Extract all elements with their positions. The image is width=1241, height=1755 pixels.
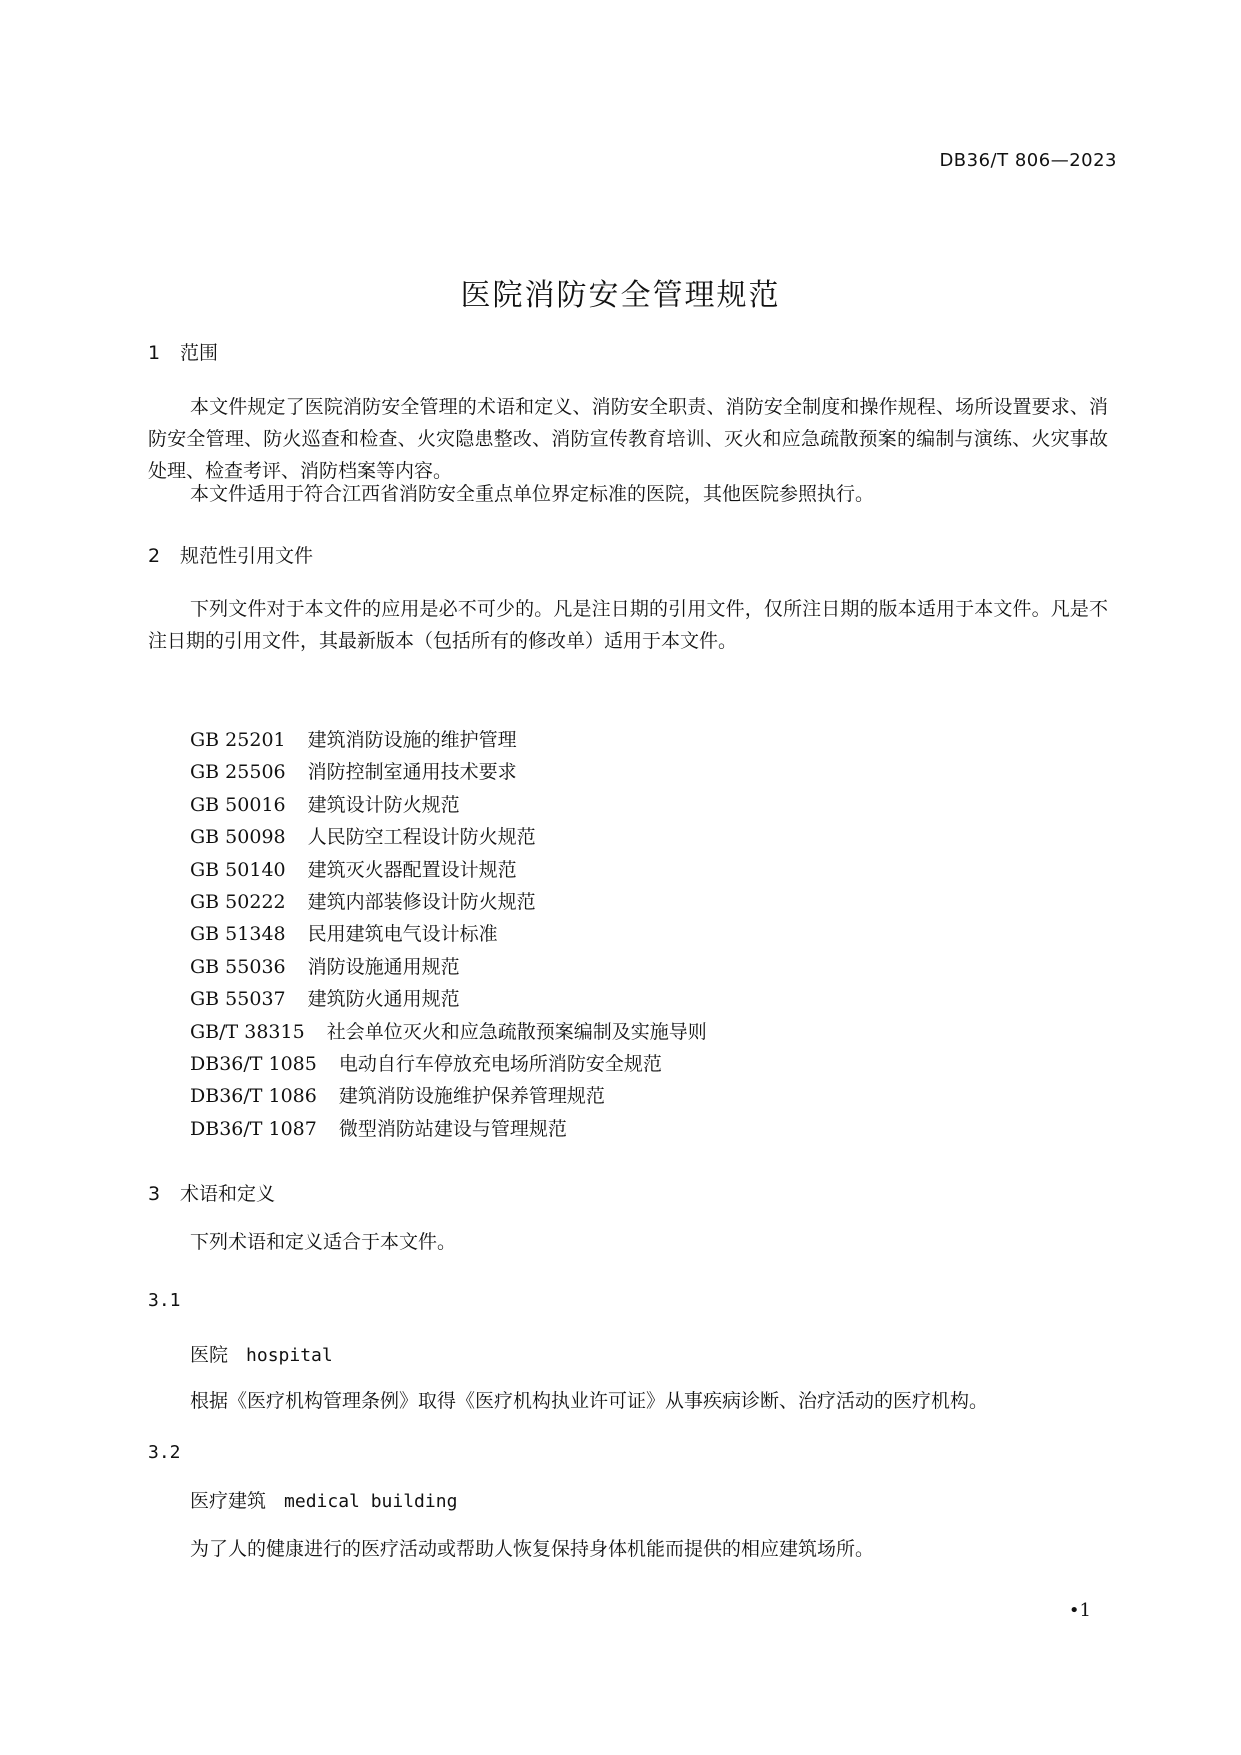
reference-name: 人民防空工程设计防火规范 xyxy=(307,826,536,849)
clause-number: 3.1 xyxy=(148,1290,181,1311)
reference-name: 消防设施通用规范 xyxy=(307,955,460,978)
page-number: •1 xyxy=(1068,1600,1091,1621)
reference-item xyxy=(190,886,707,918)
reference-code: GB 55036 xyxy=(190,955,286,978)
reference-code: GB 25506 xyxy=(190,761,286,784)
reference-item xyxy=(190,724,707,756)
term-definition: 为了人的健康进行的医疗活动或帮助人恢复保持身体机能而提供的相应建筑场所。 xyxy=(190,1538,875,1560)
reference-name: 建筑设计防火规范 xyxy=(307,793,460,816)
reference-name: 社会单位灭火和应急疏散预案编制及实施导则 xyxy=(326,1020,707,1043)
term-english: medical building xyxy=(284,1491,458,1512)
reference-name: 微型消防站建设与管理规范 xyxy=(338,1117,567,1140)
document-number: DB36/T 806—2023 xyxy=(939,150,1117,171)
reference-name: 建筑消防设施维护保养管理规范 xyxy=(338,1085,605,1108)
term-chinese: 医疗建筑 xyxy=(190,1490,267,1512)
reference-name: 建筑灭火器配置设计规范 xyxy=(307,858,517,881)
reference-code: GB 50016 xyxy=(190,793,286,816)
section-title: 规范性引用文件 xyxy=(180,545,314,567)
reference-item xyxy=(190,1016,707,1048)
reference-code: GB 50098 xyxy=(190,826,286,849)
reference-item xyxy=(190,983,707,1015)
section-title: 范围 xyxy=(180,342,219,364)
reference-name: 民用建筑电气设计标准 xyxy=(307,923,498,946)
section-number: 1 xyxy=(148,342,161,364)
reference-code: DB36/T 1086 xyxy=(190,1085,317,1108)
reference-item xyxy=(190,854,707,886)
reference-item xyxy=(190,951,707,983)
reference-item xyxy=(190,756,707,788)
term-entry-hospital xyxy=(190,1340,333,1367)
reference-item xyxy=(190,1048,707,1080)
reference-name: 建筑消防设施的维护管理 xyxy=(307,729,517,751)
reference-name: 消防控制室通用技术要求 xyxy=(307,761,517,784)
reference-name: 建筑内部装修设计防火规范 xyxy=(307,890,536,913)
section-heading-terms-definitions xyxy=(148,1179,275,1206)
section-heading-scope xyxy=(148,338,218,365)
reference-code: GB 50140 xyxy=(190,858,286,881)
reference-code: GB 51348 xyxy=(190,923,286,946)
term-entry-medical-building xyxy=(190,1486,457,1513)
reference-code: GB 55037 xyxy=(190,988,286,1011)
reference-name: 电动自行车停放充电场所消防安全规范 xyxy=(338,1052,662,1075)
section-heading-normative-references xyxy=(148,541,313,568)
term-definition: 根据《医疗机构管理条例》取得《医疗机构执业许可证》从事疾病诊断、治疗活动的医疗机构。 xyxy=(190,1390,989,1412)
terms-intro: 下列术语和定义适合于本文件。 xyxy=(190,1231,457,1253)
reference-code: DB36/T 1087 xyxy=(190,1117,317,1140)
reference-item xyxy=(190,789,707,821)
reference-item xyxy=(190,821,707,853)
reference-code: GB 25201 xyxy=(190,729,286,751)
scope-paragraph-1: 本文件规定了医院消防安全管理的术语和定义、消防安全职责、消防安全制度和操作规程、场所设置要求、消防安全管理、防火巡查和检查、火灾隐患整改、消防宣传教育培训、灭火和应急疏散预案的编制与演练、火灾事故处理、检查考评、消防档案等内容。 xyxy=(148,396,1108,482)
reference-code: GB 50222 xyxy=(190,890,286,913)
scope-paragraph-2: 本文件适用于符合江西省消防安全重点单位界定标准的医院，其他医院参照执行。 xyxy=(190,483,875,505)
section-title: 术语和定义 xyxy=(180,1183,276,1205)
normative-intro: 下列文件对于本文件的应用是必不可少的。凡是注日期的引用文件，仅所注日期的版本适用于本文件。凡是不注日期的引用文件，其最新版本（包括所有的修改单）适用于本文件。 xyxy=(148,598,1108,652)
reference-item xyxy=(190,918,707,950)
term-english: hospital xyxy=(246,1345,333,1366)
term-chinese: 医院 xyxy=(190,1344,229,1366)
reference-name: 建筑防火通用规范 xyxy=(307,988,460,1011)
clause-number: 3.2 xyxy=(148,1442,181,1463)
reference-item xyxy=(190,1080,707,1112)
reference-list xyxy=(190,724,707,1145)
reference-item xyxy=(190,1113,707,1145)
section-number: 3 xyxy=(148,1183,161,1205)
reference-code: DB36/T 1085 xyxy=(190,1052,317,1075)
document-title: 医院消防安全管理规范 xyxy=(460,278,781,313)
reference-code: GB/T 38315 xyxy=(190,1020,305,1043)
section-number: 2 xyxy=(148,545,161,567)
